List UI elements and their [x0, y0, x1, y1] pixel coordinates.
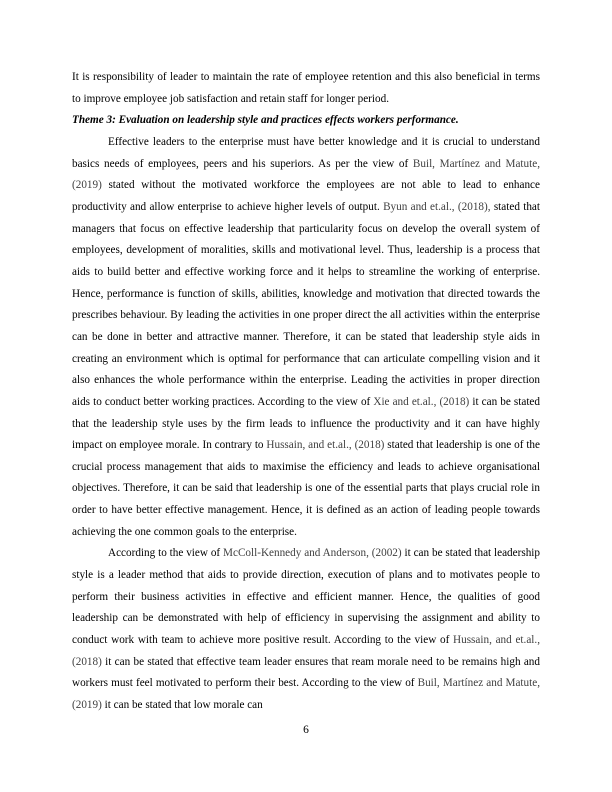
body-text — [72, 67, 540, 717]
text-run: it can be stated that the leadership style uses by the firm leads to influence the productivity and it can have highly impact on employee morale. In contrary to — [72, 395, 540, 452]
text-run: According to the view of — [108, 547, 224, 560]
citation: McColl-Kennedy and Anderson, (2002) — [223, 547, 402, 560]
text-run: it can be stated that low morale can — [101, 699, 263, 712]
paragraph-2 — [72, 543, 540, 716]
citation: Hussain, and et.al., (2018) — [266, 439, 385, 452]
citation: Byun and et.al., (2018), — [383, 200, 491, 213]
intro-paragraph: It is responsibility of leader to maintain the rate of employee retention and this also beneficial in terms to improve employee job satisfaction and retain staff for longer period. — [72, 71, 540, 105]
citation: Xie and et.al., (2018) — [373, 395, 470, 408]
text-run: Effective leaders to the enterprise must have better knowledge and it is crucial to understand basics needs of employees, peers and his superiors. As per the view of — [72, 135, 540, 170]
text-run: it can be stated that effective team leader ensures that ream morale need to be remains high and workers must feel motivated to perform their best. According to the view of — [72, 655, 540, 690]
citation: Buil, Martínez and Matute, (2019) — [72, 157, 540, 192]
text-run: it can be stated that leadership style is a leader method that aids to provide direction, execution of plans and to motivates people to perform their business activities in effective and efficient manner. Hence, the qualities of good leadership can be demonstrated with help of efficiency in supervising the assignment and ability to conduct work with team to achieve more positive result. According to the view of — [72, 547, 540, 647]
text-run: stated that leadership is one of the crucial process management that aids to maximise the efficiency and leads to achieve organisational objectives. Therefore, it can be said that leadership is one of the essential parts that plays crucial role in order to have better effective management. Hence, it is defined as an action of leading people towards achieving the one common goals to the enterprise. — [72, 439, 540, 538]
paragraph-1 — [72, 132, 540, 543]
citation: Hussain, and et.al., (2018) — [72, 634, 540, 668]
text-run: stated without the motivated workforce the employees are not able to lead to enhance productivity and allow enterprise to achieve higher levels of output. — [72, 179, 540, 213]
text-run: stated that managers that focus on effective leadership that particularity focus on develop the overall system of employees, development of moralities, skills and motivational level. Thus, leadership is a process that aids to build better and effective working force and it helps to streamline the working of enterprise. Hence, performance is function of skills, abilities, knowledge and motivation that directed towards the prescribes behaviour. By leading the activities in one proper direct the all activities within the enterprise can be done in better and attractive manner. Therefore, it can be stated that leadership style aids in creating an environment which is optimal for performance that can articulate compelling vision and it also enhances the whole performance within the enterprise. Leading the activities in proper direction aids to conduct better working practices. According to the view of — [72, 200, 541, 408]
page-number: 6 — [303, 724, 309, 736]
citation: Buil, Martínez and Matute, (2019) — [72, 677, 540, 712]
section-heading: Theme 3: Evaluation on leadership style and practices effects workers performance. — [72, 114, 459, 127]
